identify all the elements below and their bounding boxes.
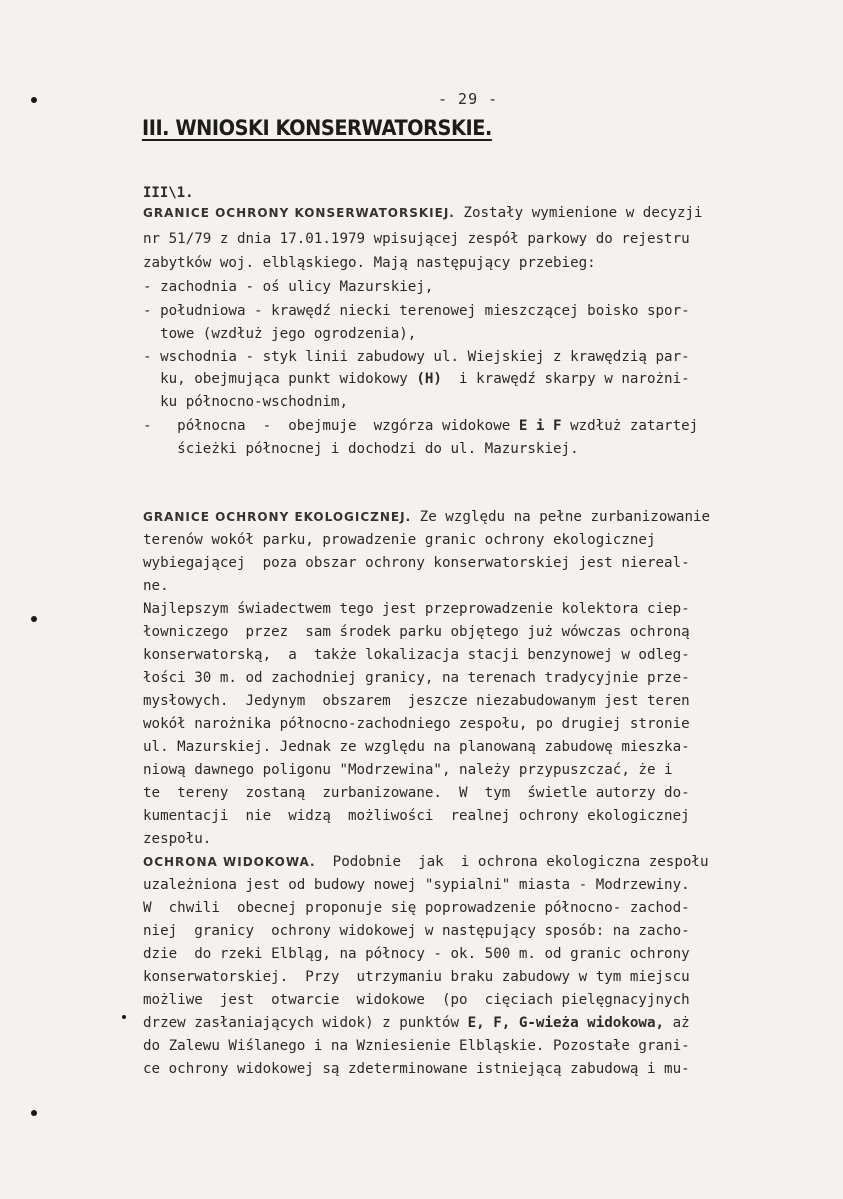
paragraph-line: dzie do rzeki Elbląg, na północy - ok. 500 m. od granic ochrony <box>143 946 690 962</box>
list-item: ścieżki północnej i dochodzi do ul. Mazurskiej. <box>143 441 579 457</box>
paragraph-line: niej granicy ochrony widokowej w następujący sposób: na zacho- <box>143 923 690 939</box>
paragraph-line: te tereny zostaną zurbanizowane. W tym świetle autorzy do- <box>143 785 690 801</box>
paragraph-line: terenów wokół parku, prowadzenie granic ochrony ekologicznej <box>143 532 656 548</box>
paragraph-heading: GRANICE OCHRONY KONSERWATORSKIEJ. <box>143 206 455 220</box>
page-number: - 29 - <box>438 90 499 108</box>
paragraph-line: ne. <box>143 578 169 594</box>
list-item: towe (wzdłuż jego ogrodzenia), <box>143 326 417 342</box>
paragraph-line: do Zalewu Wiślanego i na Wzniesienie Elbląskie. Pozostałe grani- <box>143 1038 690 1054</box>
paragraph-line: łowniczego przez sam środek parku objętego już wówczas ochroną <box>143 624 690 640</box>
punch-hole-mark <box>31 1110 37 1116</box>
punch-hole-mark <box>31 97 37 103</box>
list-item: ku, obejmująca punkt widokowy (H) i krawędź skarpy w narożni- <box>143 371 690 387</box>
paragraph-heading: OCHRONA WIDOKOWA. <box>143 855 316 869</box>
section-number: III\1. <box>143 185 194 201</box>
list-item: - wschodnia - styk linii zabudowy ul. Wiejskiej z krawędzią par- <box>143 349 690 365</box>
paragraph-line: kumentacji nie widzą możliwości realnej ochrony ekologicznej <box>143 808 690 824</box>
paragraph-line: OCHRONA WIDOKOWA. Podobnie jak i ochrona ekologiczna zespołu <box>143 854 709 870</box>
list-item: ku północno-wschodnim, <box>143 394 348 410</box>
list-item: - zachodnia - oś ulicy Mazurskiej, <box>143 279 434 295</box>
paragraph-line: W chwili obecnej proponuje się poprowadzenie północno- zachod- <box>143 900 690 916</box>
paragraph-line: konserwatorską, a także lokalizacja stacji benzynowej w odleg- <box>143 647 690 663</box>
paragraph-line: łości 30 m. od zachodniej granicy, na terenach tradycyjnie prze- <box>143 670 690 686</box>
paragraph-line: zespołu. <box>143 831 212 847</box>
paragraph-line: GRANICE OCHRONY EKOLOGICZNEJ. Ze względu na pełne zurbanizowanie <box>143 509 711 525</box>
paragraph-line: konserwatorskiej. Przy utrzymaniu braku zabudowy w tym miejscu <box>143 969 690 985</box>
paragraph-line: zabytków woj. elbląskiego. Mają następujący przebieg: <box>143 255 596 271</box>
paragraph-line: uzależniona jest od budowy nowej "sypialni" miasta - Modrzewiny. <box>143 877 690 893</box>
paragraph-line: Najlepszym świadectwem tego jest przeprowadzenie kolektora ciep- <box>143 601 690 617</box>
list-item: - północna - obejmuje wzgórza widokowe E i F wzdłuż zatartej <box>143 418 699 434</box>
list-item: - południowa - krawędź niecki terenowej mieszczącej boisko spor- <box>143 303 690 319</box>
paragraph-line: GRANICE OCHRONY KONSERWATORSKIEJ. Zostały wymienione w decyzji <box>143 205 703 221</box>
paragraph-line: wokół narożnika północno-zachodniego zespołu, po drugiej stronie <box>143 716 690 732</box>
paragraph-line: możliwe jest otwarcie widokowe (po cięciach pielęgnacyjnych <box>143 992 690 1008</box>
paragraph-line: drzew zasłaniających widok) z punktów E, F, G-wieża widokowa, aż <box>143 1015 690 1031</box>
paragraph-heading: GRANICE OCHRONY EKOLOGICZNEJ. <box>143 510 412 524</box>
punch-hole-mark <box>31 616 37 622</box>
page-title: III. WNIOSKI KONSERWATORSKIE. <box>142 116 492 140</box>
paragraph-line: wybiegającej poza obszar ochrony konserwatorskiej jest niereal- <box>143 555 690 571</box>
paragraph-line: ul. Mazurskiej. Jednak ze względu na planowaną zabudowę mieszka- <box>143 739 690 755</box>
paragraph-line: mysłowych. Jedynym obszarem jeszcze niezabudowanym jest teren <box>143 693 690 709</box>
paragraph-line: nr 51/79 z dnia 17.01.1979 wpisującej zespół parkowy do rejestru <box>143 231 690 247</box>
paragraph-line: niową dawnego poligonu "Modrzewina", należy przypuszczać, że i <box>143 762 673 778</box>
ink-dot-mark <box>122 1015 126 1019</box>
paragraph-line: ce ochrony widokowej są zdeterminowane istniejącą zabudową i mu- <box>143 1061 690 1077</box>
